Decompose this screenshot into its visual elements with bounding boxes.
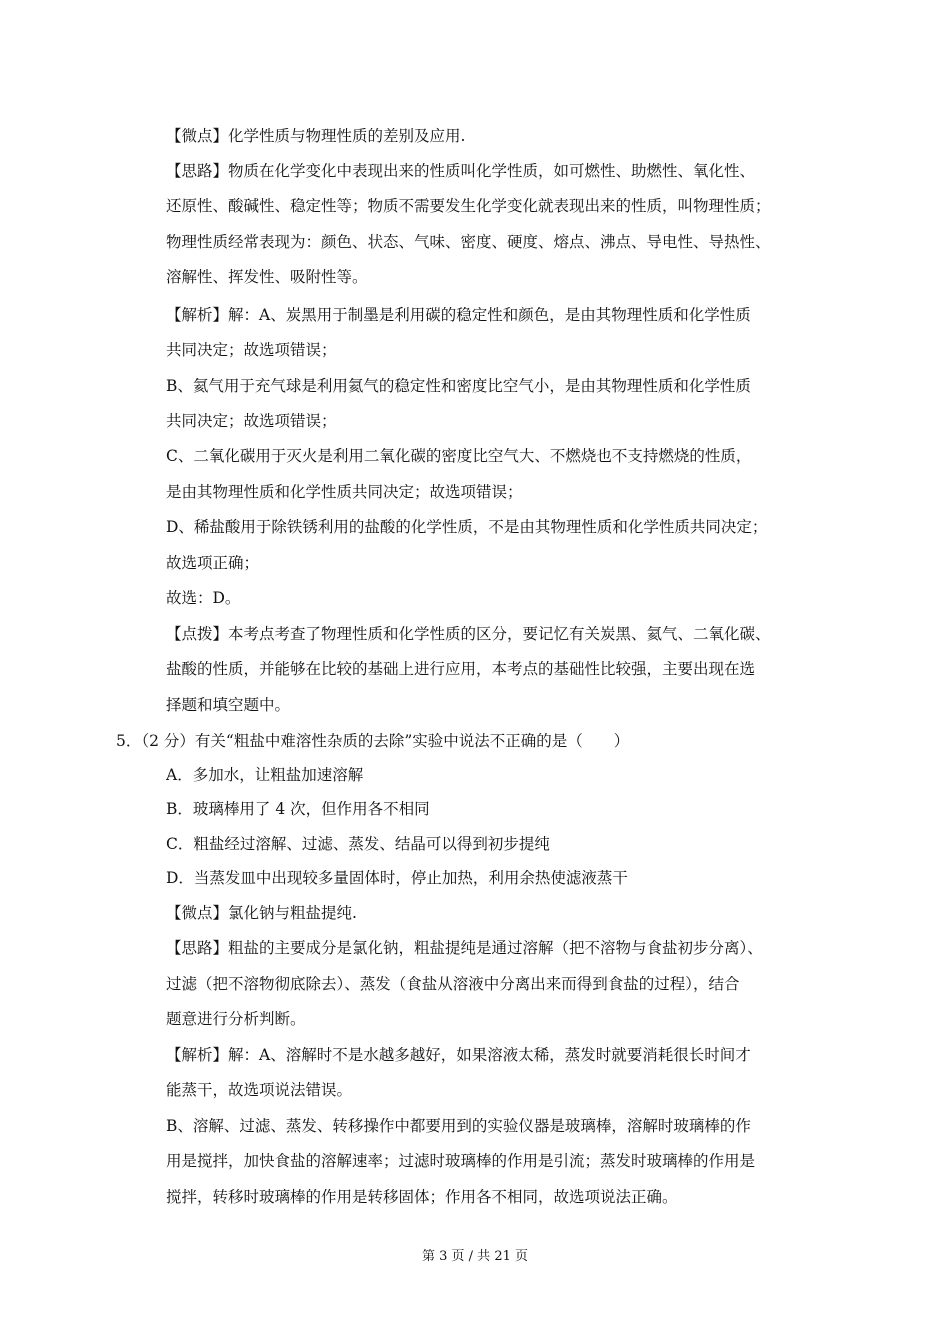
option-c: C．粗盐经过溶解、过滤、蒸发、结晶可以得到初步提纯 xyxy=(166,835,550,853)
silu-5-line2: 过滤（把不溶物彻底除去）、蒸发（食盐从溶液中分离出来而得到食盐的过程），结合 xyxy=(166,975,740,993)
silu-4-line2: 还原性、酸碱性、稳定性等；物质不需要发生化学变化就表现出来的性质，叫物理性质； xyxy=(166,197,771,215)
jiexi-4-line3: B、氦气用于充气球是利用氦气的稳定性和密度比空气小，是由其物理性质和化学性质 xyxy=(166,377,751,395)
jiexi-5-line4: 用是搅拌，加快食盐的溶解速率；过滤时玻璃棒的作用是引流；蒸发时玻璃棒的作用是 xyxy=(166,1152,756,1170)
jiexi-4-line4: 共同决定；故选项错误； xyxy=(166,412,337,430)
silu-5-line3: 题意进行分析判断。 xyxy=(166,1010,306,1028)
weidian-5: 【微点】氯化钠与粗盐提纯. xyxy=(166,904,357,922)
weidian-4: 【微点】化学性质与物理性质的差别及应用. xyxy=(166,127,466,145)
jiexi-5-line2: 能蒸干，故选项说法错误。 xyxy=(166,1081,353,1099)
jiexi-4-line7: D、稀盐酸用于除铁锈利用的盐酸的化学性质，不是由其物理性质和化学性质共同决定； xyxy=(166,518,768,536)
jiexi-5-line3: B、溶解、过滤、蒸发、转移操作中都要用到的实验仪器是玻璃棒，溶解时玻璃棒的作 xyxy=(166,1117,751,1135)
option-b: B．玻璃棒用了 4 次，但作用各不相同 xyxy=(166,800,430,818)
dianbo-4-line2: 盐酸的性质，并能够在比较的基础上进行应用，本考点的基础性比较强，主要出现在选 xyxy=(166,660,756,678)
silu-4-line3: 物理性质经常表现为：颜色、状态、气味、密度、硬度、熔点、沸点、导电性、导热性、 xyxy=(166,233,771,251)
jiexi-5-line5: 搅拌，转移时玻璃棒的作用是转移固体；作用各不相同，故选项说法正确。 xyxy=(166,1188,678,1206)
question-5-stem: 5．（2 分）有关“粗盐中难溶性杂质的去除”实验中说法不正确的是（ ） xyxy=(116,732,630,750)
option-d: D．当蒸发皿中出现较多量固体时，停止加热，利用余热使滤液蒸干 xyxy=(166,869,628,887)
page-footer: 第 3 页 / 共 21 页 xyxy=(422,1249,528,1264)
silu-4-line1: 【思路】物质在化学变化中表现出来的性质叫化学性质，如可燃性、助燃性、氧化性、 xyxy=(166,162,756,180)
jiexi-4-line8: 故选项正确； xyxy=(166,554,260,572)
jiexi-4-line2: 共同决定；故选项错误； xyxy=(166,341,337,359)
jiexi-4-line6: 是由其物理性质和化学性质共同决定；故选项错误； xyxy=(166,483,523,501)
dianbo-4-line3: 择题和填空题中。 xyxy=(166,696,291,714)
option-a: A．多加水，让粗盐加速溶解 xyxy=(166,766,364,784)
silu-4-line4: 溶解性、挥发性、吸附性等。 xyxy=(166,268,368,286)
jiexi-4-line5: C、二氧化碳用于灭火是利用二氧化碳的密度比空气大、不燃烧也不支持燃烧的性质， xyxy=(166,447,752,465)
jiexi-5-line1: 【解析】解：A、溶解时不是水越多越好，如果溶液太稀，蒸发时就要消耗很长时间才 xyxy=(166,1046,751,1064)
jiexi-4-line9: 故选：D。 xyxy=(166,589,241,607)
silu-5-line1: 【思路】粗盐的主要成分是氯化钠，粗盐提纯是通过溶解（把不溶物与食盐初步分离）、 xyxy=(166,939,763,957)
dianbo-4-line1: 【点拨】本考点考查了物理性质和化学性质的区分，要记忆有关炭黑、氦气、二氧化碳、 xyxy=(166,625,771,643)
jiexi-4-line1: 【解析】解：A、炭黑用于制墨是利用碳的稳定性和颜色，是由其物理性质和化学性质 xyxy=(166,306,751,324)
